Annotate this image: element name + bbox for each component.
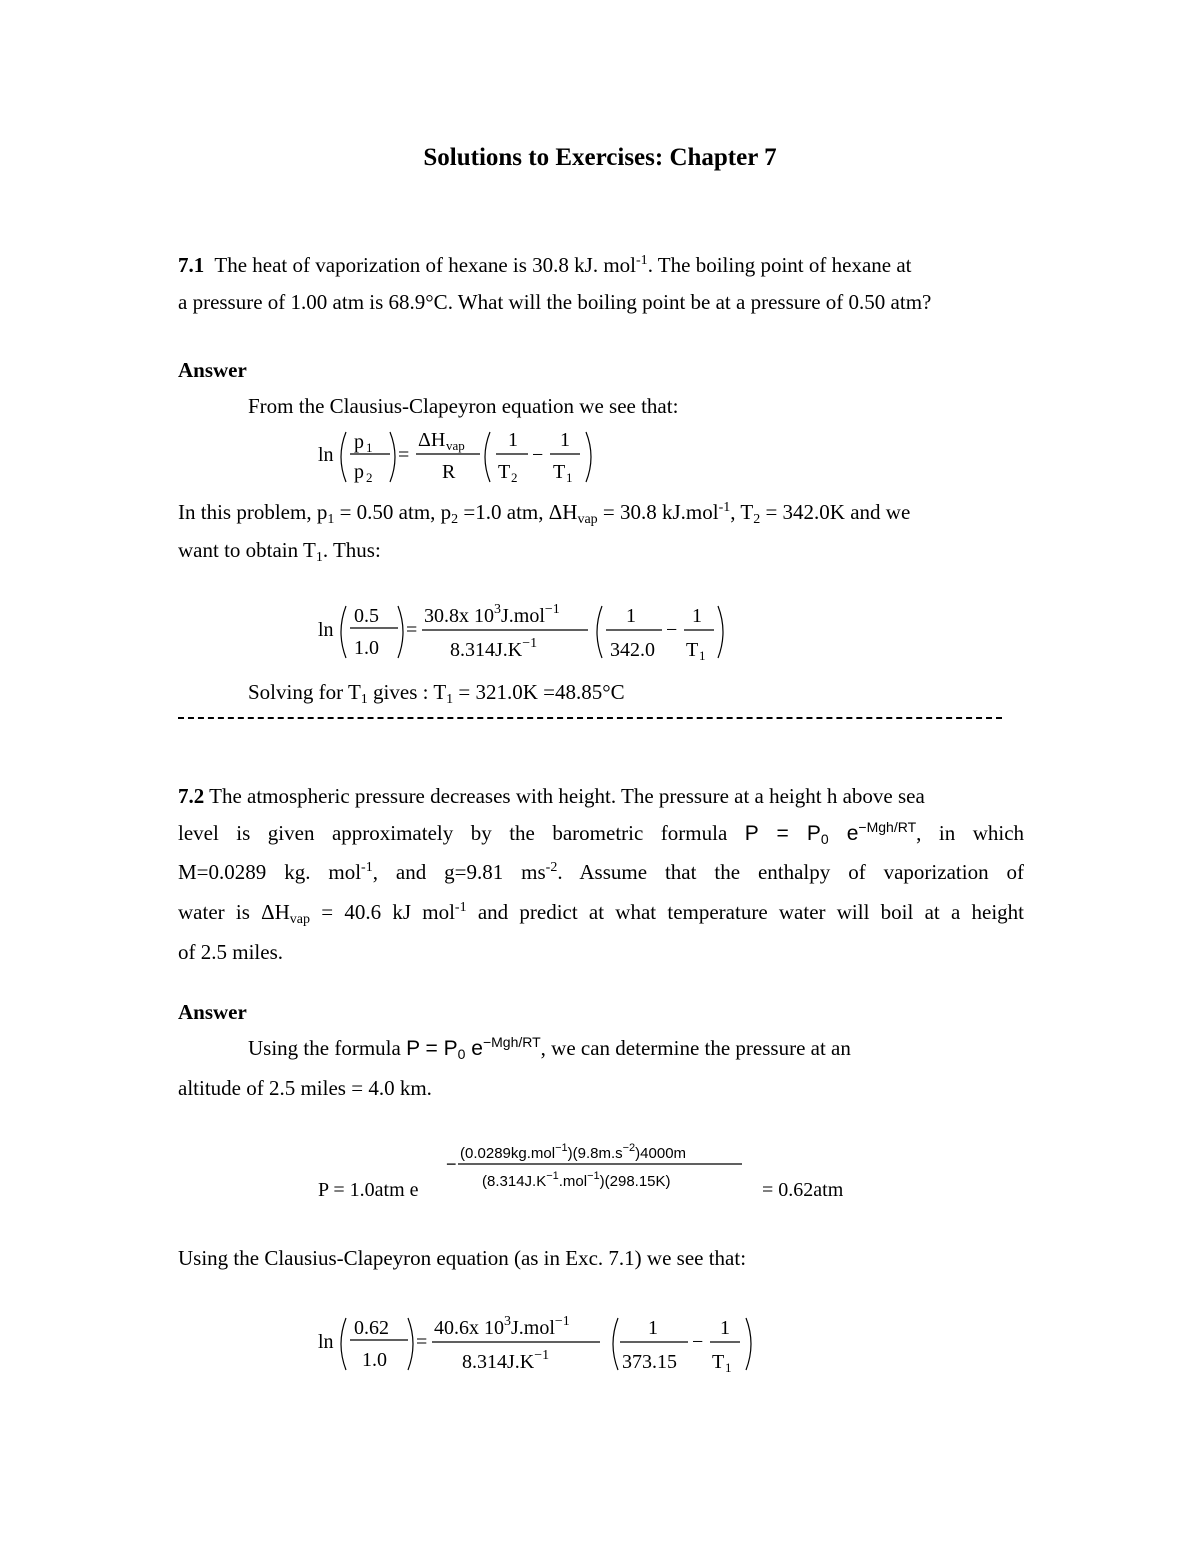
svg-text:1: 1 xyxy=(725,1360,732,1375)
svg-text:ΔH: ΔH xyxy=(418,429,446,451)
svg-text:ln: ln xyxy=(318,1331,334,1353)
svg-text:R: R xyxy=(442,461,456,483)
svg-text:=: = xyxy=(406,619,418,641)
svg-text:−: − xyxy=(532,444,544,466)
svg-text:342.0: 342.0 xyxy=(610,639,655,661)
answer-heading: Answer xyxy=(178,358,247,382)
svg-text:1.0: 1.0 xyxy=(362,1349,387,1371)
svg-text:1: 1 xyxy=(626,605,636,627)
svg-text:2: 2 xyxy=(511,470,518,485)
section-divider xyxy=(178,717,1002,719)
svg-text:ln: ln xyxy=(318,619,334,641)
svg-text:1.0: 1.0 xyxy=(354,637,379,659)
answer-7-2-line-2: altitude of 2.5 miles = 4.0 km. xyxy=(178,1076,432,1100)
svg-text:=: = xyxy=(416,1331,428,1353)
svg-text:1: 1 xyxy=(699,648,706,663)
svg-text:= 0.62atm: = 0.62atm xyxy=(762,1179,844,1201)
svg-text:1: 1 xyxy=(648,1317,658,1339)
page-title: Solutions to Exercises: Chapter 7 xyxy=(423,144,777,171)
svg-text:1: 1 xyxy=(720,1317,730,1339)
svg-text:30.8x 103J.mol−1: 30.8x $10^3J.mol^{-1}$ xyxy=(424,602,560,627)
exercise-7-1-line-2: a pressure of 1.00 atm is 68.9°C. What will the boiling point be at a pressure of 0.50 atm? xyxy=(178,290,932,314)
svg-text:1: 1 xyxy=(508,429,518,451)
svg-text:1: 1 xyxy=(692,605,702,627)
substituted-equation-7-2 xyxy=(310,1302,770,1382)
svg-text:8.314J.K−1: $8.314J.K^{-1}$ xyxy=(450,636,538,661)
svg-text:ln: ln xyxy=(318,444,334,466)
svg-text:vap: vap xyxy=(446,438,465,453)
svg-text:1: 1 xyxy=(366,440,373,455)
svg-text:−: − xyxy=(446,1154,457,1174)
problem-values-line-2: want to obtain T1. Thus: xyxy=(178,538,381,565)
svg-text:(0.0289kg.mol−1)(9.8m.s−2)4000: $(0.0289kg.mol^{-1})(9.8m.s^{-2})4000m$ xyxy=(460,1142,687,1162)
svg-text:T: T xyxy=(498,461,511,483)
clausius-reference: Using the Clausius-Clapeyron equation (as in Exc. 7.1) we see that: xyxy=(178,1246,747,1270)
barometric-equation xyxy=(318,1136,858,1206)
svg-text:1: 1 xyxy=(566,470,573,485)
exercise-7-2-line-5: of 2.5 miles. xyxy=(178,940,283,964)
solution-7-1: Solving for T1 gives : T1 = 321.0K =48.85°C xyxy=(248,680,625,707)
problem-values-line-1: In this problem, p1 = 0.50 atm, p2 =1.0 atm, ΔHvap = 30.8 kJ.mol$^{-1}$, T2 = 342.0K and we xyxy=(178,500,911,527)
substituted-equation-7-1 xyxy=(310,590,740,670)
svg-text:0.62: 0.62 xyxy=(354,1317,389,1339)
svg-text:T: T xyxy=(712,1351,725,1373)
svg-text:p: p xyxy=(354,431,364,453)
svg-text:1: 1 xyxy=(560,429,570,451)
svg-text:P = 1.0atm e: P = 1.0atm e xyxy=(318,1179,419,1201)
svg-text:−: − xyxy=(666,619,678,641)
exercise-7-2-line-3: M=0.0289 kg. mol$^{-1}$, and g=9.81 $ms^{-2}$. Assume that the enthalpy of vaporization of xyxy=(178,860,1024,884)
answer-7-2-line-1: Using the formula P = P0 $e^{-Mgh/RT}$, we can determine the pressure at an xyxy=(248,1034,851,1062)
clausius-clapeyron-equation xyxy=(310,420,610,490)
svg-text:T: T xyxy=(686,639,699,661)
svg-text:T: T xyxy=(553,461,566,483)
clausius-intro: From the Clausius-Clapeyron equation we see that: xyxy=(248,394,679,418)
svg-text:=: = xyxy=(398,444,410,466)
exercise-7-2-line-1: 7.2 The atmospheric pressure decreases with height. The pressure at a height h above sea xyxy=(178,784,925,808)
svg-text:373.15: 373.15 xyxy=(622,1351,677,1373)
svg-text:p: p xyxy=(354,461,364,483)
exercise-number: 7.1 xyxy=(178,253,205,277)
svg-text:8.314J.K−1: $8.314J.K^{-1}$ xyxy=(462,1348,550,1373)
svg-text:(8.314J.K−1.mol−1)(298.15K): $(8.314J.K^{-1}.mol^{-1})(298.15K)$ xyxy=(482,1170,671,1190)
answer-heading-2: Answer xyxy=(178,1000,247,1024)
svg-text:40.6x 103J.mol−1: 40.6x $10^3J.mol^{-1}$ xyxy=(434,1314,570,1339)
exercise-7-1-line-1: 7.1 The heat of vaporization of hexane is 30.8 kJ. mol$^{-1}$. The boiling point of hexane at xyxy=(178,253,912,277)
exercise-7-2-text xyxy=(178,778,1024,971)
svg-text:−: − xyxy=(692,1331,704,1353)
exercise-7-2-line-4: water is ΔHvap = 40.6 kJ mol$^{-1}$ and predict at what temperature water will boil at a height xyxy=(178,900,1025,927)
svg-text:0.5: 0.5 xyxy=(354,605,379,627)
exercise-7-2-line-2: level is given approximately by the barometric formula P = P0 $e^{-Mgh/RT}$, in which xyxy=(178,819,1025,847)
svg-text:2: 2 xyxy=(366,470,373,485)
